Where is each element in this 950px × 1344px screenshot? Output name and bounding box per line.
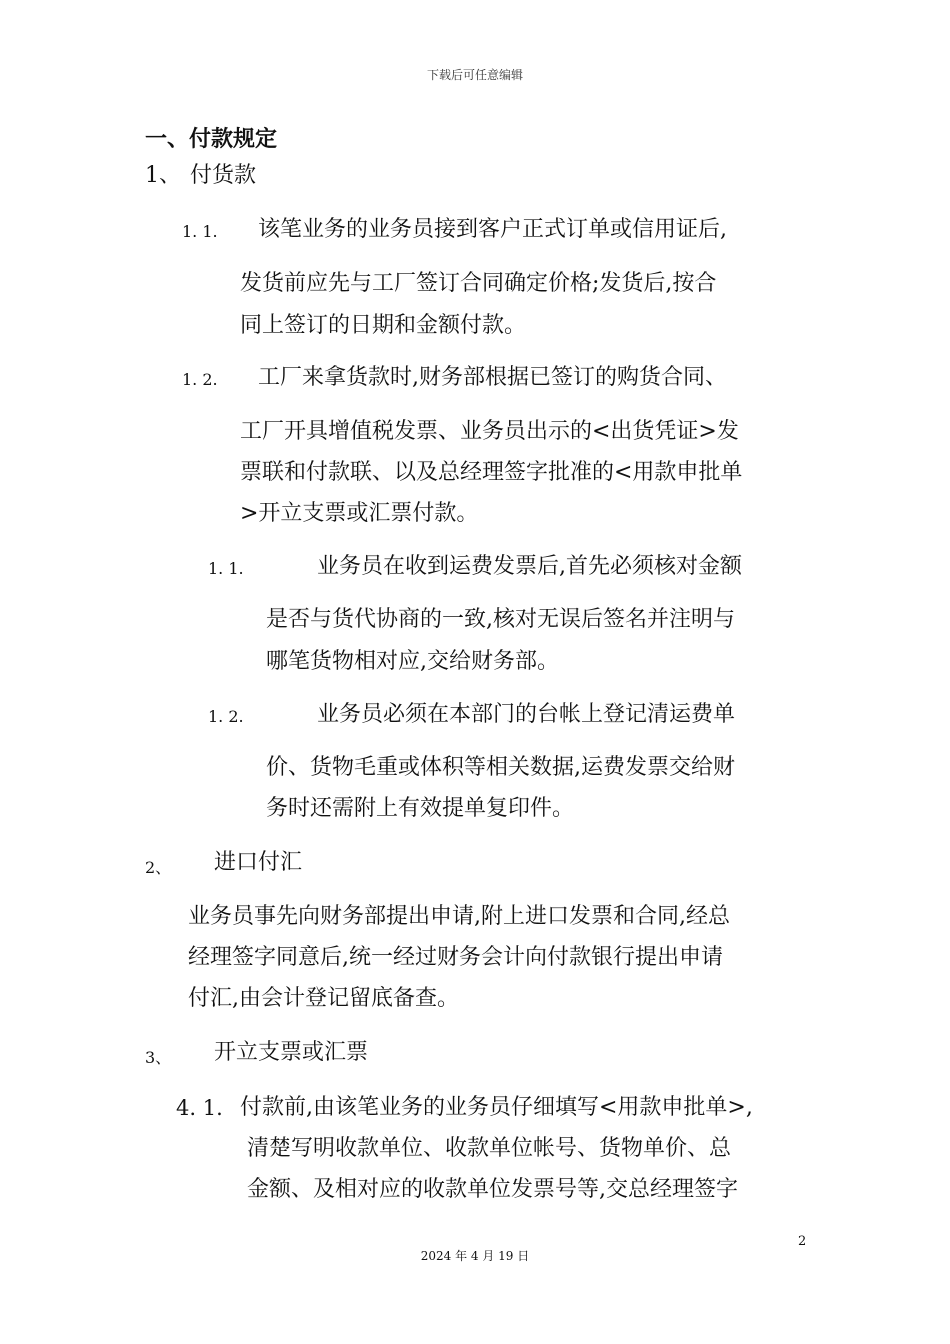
item-1-2-line-1: 工厂来拿货款时,财务部根据已签订的购货合同、 <box>258 365 727 390</box>
page-footer-date: 2024 年 4 月 19 日 <box>420 1249 530 1263</box>
section-3-heading: 开立支票或汇票 <box>214 1040 369 1065</box>
item-1-1-number: 1. 1. <box>182 222 218 241</box>
section-title: 一、付款规定 <box>145 126 278 152</box>
section-1-heading: 付货款 <box>190 163 257 188</box>
item-1-2-number: 1. 2. <box>182 370 218 389</box>
item-4-1-line-2: 清楚写明收款单位、收款单位帐号、货物单价、总 <box>247 1136 732 1161</box>
section-3-number: 3、 <box>145 1048 172 1067</box>
subitem-1-2-number: 1. 2. <box>208 707 244 726</box>
subitem-1-2-line-1: 业务员必须在本部门的台帐上登记清运费单 <box>317 702 736 727</box>
section-2-number: 2、 <box>145 858 172 877</box>
item-1-1-line-2: 发货前应先与工厂签订合同确定价格;发货后,按合 <box>240 271 717 296</box>
subitem-1-1-line-2: 是否与货代协商的一致,核对无误后签名并注明与 <box>266 607 735 632</box>
page-number: 2 <box>798 1234 807 1249</box>
item-1-1-line-3: 同上签订的日期和金额付款。 <box>240 313 527 338</box>
section-1-number: 1、 <box>145 163 181 188</box>
item-1-2-line-2: 工厂开具增值税发票、业务员出示的<出货凭证>发 <box>240 419 739 444</box>
subitem-1-1-line-1: 业务员在收到运费发票后,首先必须核对金额 <box>317 554 742 579</box>
subitem-1-1-number: 1. 1. <box>208 559 244 578</box>
item-4-1-line-3: 金额、及相对应的收款单位发票号等,交总经理签字 <box>247 1177 738 1202</box>
item-4-1-number: 4. 1. <box>176 1096 223 1120</box>
subitem-1-2-line-3: 务时还需附上有效提单复印件。 <box>266 796 575 821</box>
page-header: 下载后可任意编辑 <box>426 68 523 82</box>
item-4-1-line-1: 付款前,由该笔业务的业务员仔细填写<用款申批单>, <box>240 1095 753 1120</box>
subitem-1-2-line-2: 价、货物毛重或体积等相关数据,运费发票交给财 <box>266 755 735 780</box>
item-1-1-line-1: 该笔业务的业务员接到客户正式订单或信用证后, <box>258 217 727 242</box>
section-2-line-1: 业务员事先向财务部提出申请,附上进口发票和合同,经总 <box>188 904 730 929</box>
item-1-2-line-3: 票联和付款联、以及总经理签字批准的<用款申批单 <box>240 460 743 485</box>
section-2-line-3: 付汇,由会计登记留底备查。 <box>188 986 459 1011</box>
section-2-line-2: 经理签字同意后,统一经过财务会计向付款银行提出申请 <box>188 945 723 970</box>
item-1-2-line-4: >开立支票或汇票付款。 <box>240 501 479 526</box>
subitem-1-1-line-3: 哪笔货物相对应,交给财务部。 <box>266 649 559 674</box>
section-2-heading: 进口付汇 <box>214 850 303 875</box>
